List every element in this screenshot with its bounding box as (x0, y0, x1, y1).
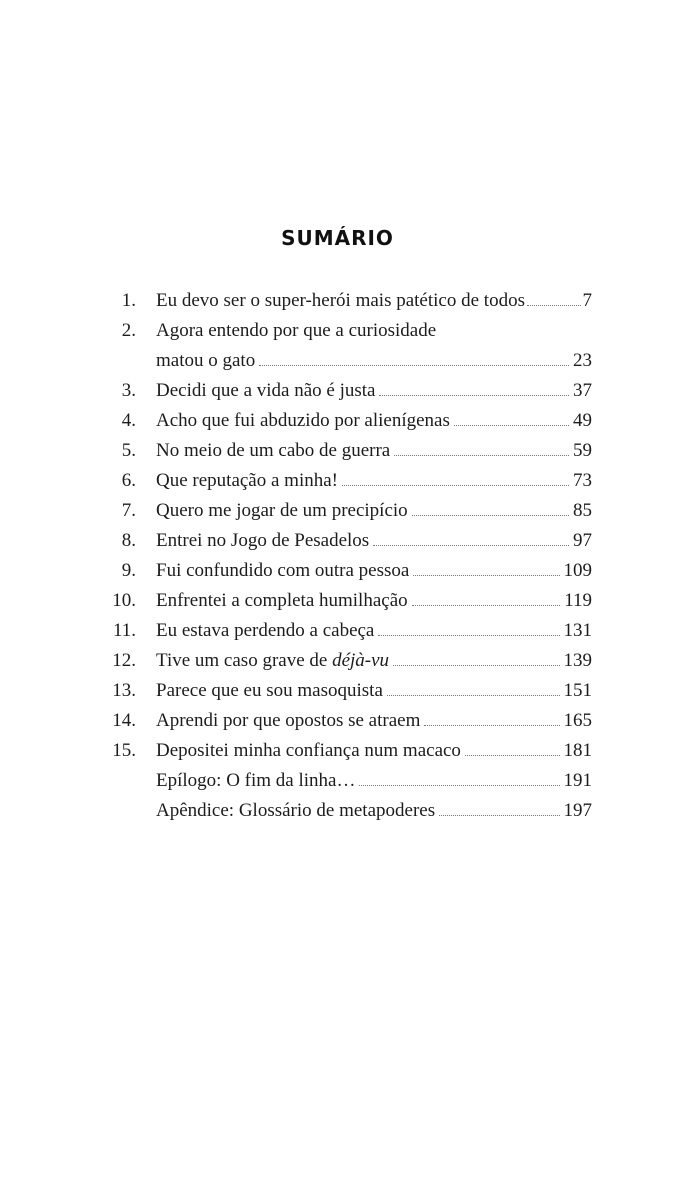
toc-entry (96, 436, 592, 466)
chapter-title: Depositei minha confiança num macaco (156, 740, 461, 761)
page-number: 181 (563, 740, 592, 761)
chapter-number: 14. (112, 710, 136, 731)
toc-entry (96, 556, 592, 586)
chapter-title: Eu estava perdendo a cabeça (156, 620, 375, 641)
chapter-title: Aprendi por que opostos se atraem (156, 710, 421, 731)
page-number: 7 (582, 290, 592, 311)
toc-entry (96, 796, 592, 826)
epilogue-title: Epílogo: O fim da linha… (156, 770, 356, 791)
page-number: 165 (563, 710, 592, 731)
dot-leader (454, 425, 569, 426)
toc-entry (96, 706, 592, 736)
chapter-number: 8. (121, 530, 136, 551)
chapter-title (156, 646, 389, 676)
page-number: 23 (573, 350, 592, 371)
chapter-title: Quero me jogar de um precipício (156, 500, 408, 521)
chapter-title-line-1: Agora entendo por que a curiosidade (156, 320, 437, 341)
chapter-title: Decidi que a vida não é justa (156, 380, 376, 401)
dot-leader (439, 815, 559, 816)
dot-leader (412, 605, 561, 606)
dot-leader (394, 455, 569, 456)
toc-entry (96, 496, 592, 526)
page-number: 59 (573, 440, 592, 461)
page-number: 139 (563, 650, 592, 671)
page-number: 131 (563, 620, 592, 641)
chapter-number: 6. (121, 470, 136, 491)
chapter-number: 13. (112, 680, 136, 701)
dot-leader (527, 305, 581, 306)
dot-leader (359, 785, 559, 786)
chapter-title: Eu devo ser o super-herói mais patético de todos (156, 290, 525, 311)
dot-leader (259, 365, 569, 366)
dot-leader (373, 545, 569, 546)
dot-leader (393, 665, 559, 666)
table-of-contents (96, 286, 592, 826)
chapter-number: 1. (121, 290, 136, 311)
chapter-title: Parece que eu sou masoquista (156, 680, 383, 701)
dot-leader (412, 515, 569, 516)
page-number: 85 (573, 500, 592, 521)
page-number: 191 (563, 770, 592, 791)
page-number: 97 (573, 530, 592, 551)
appendix-title: Apêndice: Glossário de metapoderes (156, 800, 436, 821)
dot-leader (413, 575, 559, 576)
chapter-number: 2. (121, 320, 136, 341)
page-number: 109 (563, 560, 592, 581)
chapter-number: 10. (112, 590, 136, 611)
chapter-number: 5. (121, 440, 136, 461)
chapter-number: 15. (112, 740, 136, 761)
page-number: 151 (563, 680, 592, 701)
dot-leader (387, 695, 560, 696)
dot-leader (379, 395, 569, 396)
chapter-number: 4. (121, 410, 136, 431)
chapter-title-italic: déjà-vu (332, 650, 390, 671)
chapter-number: 7. (121, 500, 136, 521)
chapter-number: 3. (121, 380, 136, 401)
toc-entry (96, 526, 592, 556)
chapter-number: 12. (112, 650, 136, 671)
chapter-title: Acho que fui abduzido por alienígenas (156, 410, 450, 431)
chapter-title-line-2: matou o gato (156, 350, 256, 371)
toc-entry (96, 376, 592, 406)
chapter-title: Enfrentei a completa humilhação (156, 590, 408, 611)
chapter-title: Entrei no Jogo de Pesadelos (156, 530, 370, 551)
toc-entry (96, 286, 592, 316)
page-number: 119 (564, 590, 592, 611)
toc-entry (96, 316, 592, 376)
chapter-title: Fui confundido com outra pessoa (156, 560, 410, 581)
toc-entry (96, 676, 592, 706)
toc-entry (96, 466, 592, 496)
page-number: 73 (573, 470, 592, 491)
toc-entry (96, 646, 592, 676)
dot-leader (378, 635, 559, 636)
chapter-title: No meio de um cabo de guerra (156, 440, 391, 461)
chapter-title: Que reputação a minha! (156, 470, 338, 491)
chapter-title-prefix: Tive um caso grave de (156, 650, 333, 671)
page-number: 49 (573, 410, 592, 431)
dot-leader (342, 485, 569, 486)
toc-entry (96, 736, 592, 766)
dot-leader (465, 755, 560, 756)
toc-entry (96, 616, 592, 646)
toc-entry (96, 766, 592, 796)
dot-leader (424, 725, 559, 726)
page-title: SUMÁRIO (281, 226, 394, 250)
page-number: 197 (563, 800, 592, 821)
chapter-number: 11. (112, 620, 136, 641)
chapter-number: 9. (121, 560, 136, 581)
page-number: 37 (573, 380, 592, 401)
toc-entry (96, 586, 592, 616)
toc-entry (96, 406, 592, 436)
